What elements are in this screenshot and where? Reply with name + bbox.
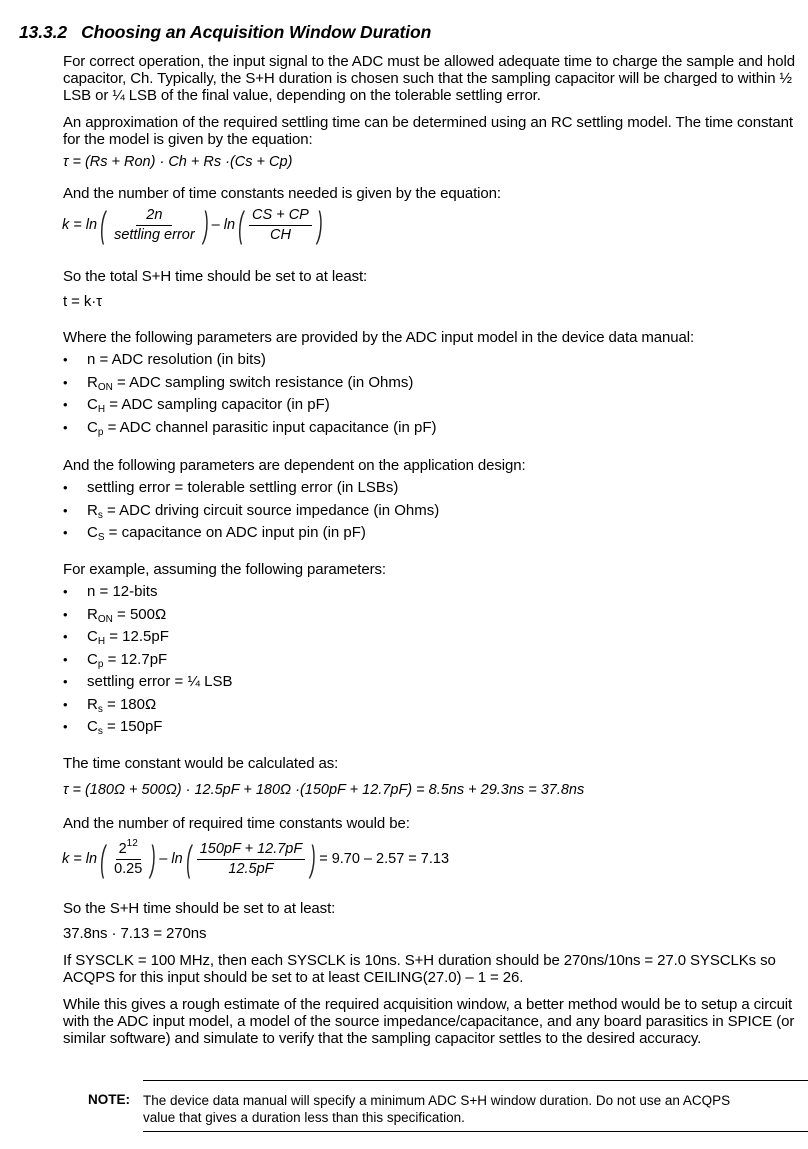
example-params-list	[63, 581, 803, 739]
param-description: = capacitance on ADC input pin (in pF)	[104, 524, 366, 541]
param-symbol: n	[87, 583, 96, 600]
paragraph-time-constant-calc: The time constant would be calculated as:	[63, 755, 339, 772]
paragraph-time-constants: And the number of time constants needed is given by the equation:	[63, 185, 501, 202]
param-symbol: R	[87, 501, 98, 519]
k-lhs: k = ln	[62, 216, 98, 233]
param-symbol: C	[87, 396, 98, 413]
paragraph-rc-model: An approximation of the required settling time can be determined using an RC settling model. The time constant for the model is given by the equation:	[63, 114, 793, 148]
list-item	[63, 581, 803, 604]
list-item	[63, 671, 803, 694]
param-symbol: C	[87, 524, 98, 541]
list-item	[63, 604, 803, 627]
param-symbol: C	[87, 718, 98, 735]
paragraph-example: For example, assuming the following parameters:	[63, 561, 386, 578]
param-description: = tolerable settling error (in LSBs)	[170, 479, 399, 496]
fraction-2-denominator: CH	[269, 226, 291, 243]
param-subscript: H	[97, 636, 106, 647]
note-text: The device data manual will specify a minimum ADC S+H window duration. Do not use an ACQPS value that gives a duration less than this specification.	[143, 1093, 731, 1125]
param-description: = ¼ LSB	[170, 673, 233, 690]
paragraph-sysclk: If SYSCLK = 100 MHz, then each SYSCLK is 10ns. S+H duration should be 270ns/10ns = 27.0 SYSCLKs so ACQPS for this input should be set to at least CEILING(27.0) – 1 = 26.	[63, 952, 776, 986]
param-symbol: settling error	[87, 673, 171, 690]
param-description: = 12.7pF	[103, 650, 168, 668]
param-subscript: s	[97, 703, 103, 715]
param-symbol: R	[87, 695, 98, 713]
paragraph-device-params: Where the following parameters are provided by the ADC input model in the device data manual:	[63, 329, 695, 346]
kc-minus: – ln	[159, 850, 183, 867]
param-symbol: R	[87, 373, 98, 391]
fraction-4-denominator: 12.5pF	[228, 860, 274, 877]
param-symbol: R	[87, 605, 98, 623]
list-item	[63, 394, 803, 417]
param-description: = ADC resolution (in bits)	[95, 351, 266, 368]
param-symbol: n	[87, 351, 96, 368]
param-description: = ADC sampling capacitor (in pF)	[105, 396, 330, 413]
fraction-3-denominator: 0.25	[114, 860, 143, 877]
param-description: = 12-bits	[95, 583, 158, 600]
list-item	[63, 349, 803, 372]
device-params-list	[63, 349, 803, 439]
list-item	[63, 372, 803, 395]
equation-k: k = ln ( $\frac{2n}{\text{settling error}}$ ) – ln ( $\frac{CS + CP}{CH}$ )	[62, 204, 323, 245]
param-symbol: C	[87, 418, 98, 436]
equation-tau: τ = (Rs + Ron) · Ch + Rs ·(Cs + Cp)	[63, 154, 293, 170]
param-subscript: p	[97, 658, 104, 670]
param-subscript: s	[97, 726, 103, 737]
fraction-4	[197, 841, 306, 878]
fraction-2-numerator: CS + CP	[249, 207, 312, 226]
param-description: = ADC sampling switch resistance (in Ohms)	[112, 373, 414, 391]
param-subscript: ON	[97, 613, 113, 625]
kc-result: = 9.70 – 2.57 = 7.13	[319, 850, 450, 867]
paragraph-required-constants: And the number of required time constants would be:	[63, 815, 410, 832]
param-description: = 12.5pF	[105, 628, 169, 645]
list-item	[63, 522, 803, 545]
fraction-2	[249, 207, 312, 244]
param-description: = 180Ω	[102, 695, 157, 713]
section-number: 13.3.2	[19, 22, 68, 42]
section-title: Choosing an Acquisition Window Duration	[81, 22, 432, 42]
paragraph-spice: While this gives a rough estimate of the required acquisition window, a better method would be to setup a circuit with the ADC input model, a model of the source impedance/capacitance, and any board parasitics in SPICE (or similar software) and simulate to verify that the sampling capacitor settles to the desired accuracy.	[63, 996, 795, 1047]
param-symbol: settling error	[87, 479, 171, 496]
kc-lhs: k = ln	[62, 850, 98, 867]
list-item	[63, 694, 803, 717]
list-item	[63, 500, 803, 523]
equation-sh-time: 37.8ns · 7.13 = 270ns	[63, 925, 207, 942]
param-description: = ADC channel parasitic input capacitance (in pF)	[103, 418, 437, 436]
k-minus: – ln	[211, 216, 236, 233]
section-heading	[19, 22, 431, 43]
param-subscript: H	[97, 404, 106, 415]
kc-exponent: 12	[126, 837, 138, 849]
list-item	[63, 649, 803, 672]
note-bottom-rule	[143, 1131, 808, 1132]
param-subscript: S	[97, 532, 105, 543]
paragraph-total-sh: So the total S+H time should be set to at least:	[63, 268, 368, 285]
fraction-1-numerator: 2n	[136, 207, 172, 226]
kc-base: 2	[118, 840, 127, 857]
paragraph-sh-time: So the S+H time should be set to at least:	[63, 900, 336, 917]
equation-tau-calc: τ = (180Ω + 500Ω) · 12.5pF + 180Ω ·(150pF + 12.7pF) = 8.5ns + 29.3ns = 37.8ns	[63, 782, 585, 798]
param-description: = 150pF	[102, 718, 163, 735]
equation-t: t = k·τ	[63, 293, 102, 310]
fraction-4-numerator: 150pF + 12.7pF	[197, 841, 306, 860]
paragraph-intro: For correct operation, the input signal to the ADC must be allowed adequate time to charge the sample and hold capacitor, Ch. Typically, the S+H duration is chosen such that the sampling capacitor will be charged to within ½ LSB or ¼ LSB of the final value, depending on the tolerable settling error.	[63, 53, 795, 104]
list-item	[63, 477, 803, 500]
note-top-rule	[143, 1080, 808, 1081]
fraction-1-denominator: settling error	[114, 226, 195, 243]
param-subscript: p	[97, 426, 104, 438]
param-symbol: C	[87, 628, 98, 645]
list-item	[63, 417, 803, 440]
fraction-3	[111, 837, 145, 878]
paragraph-app-params: And the following parameters are dependent on the application design:	[63, 457, 526, 474]
app-params-list	[63, 477, 803, 545]
list-item	[63, 716, 803, 739]
param-description: = 500Ω	[112, 605, 167, 623]
equation-k-calc: k = ln ( $\frac{2^{12}}{0.25}$ ) – ln ( $\frac{150pF + 12.7pF}{12.5pF}$ ) = 9.70 – 2.57 = 7.13	[62, 837, 450, 879]
param-description: = ADC driving circuit source impedance (in Ohms)	[102, 501, 440, 519]
list-item	[63, 626, 803, 649]
fraction-1	[111, 207, 198, 244]
fraction-3-numerator	[116, 837, 141, 860]
param-subscript: ON	[97, 381, 113, 393]
note-label: NOTE:	[88, 1092, 130, 1107]
param-subscript: s	[97, 509, 103, 521]
param-symbol: C	[87, 650, 98, 668]
